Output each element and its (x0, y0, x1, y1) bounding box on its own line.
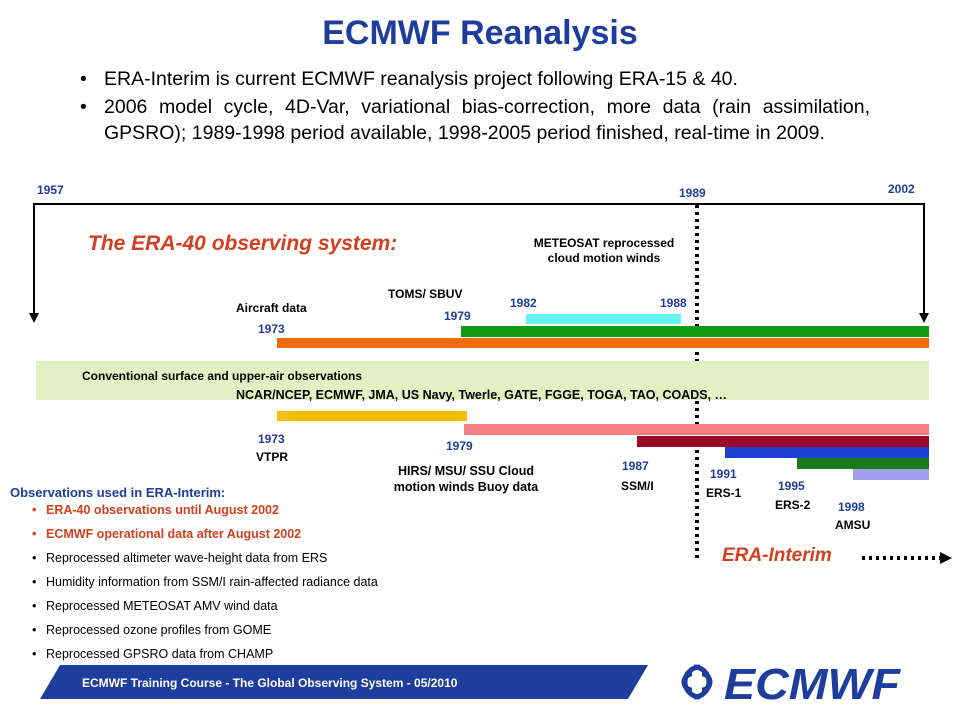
vtpr-start-year: 1973 (258, 432, 285, 446)
timeline-bracket-line (34, 204, 924, 318)
list-item: • Reprocessed ozone profiles from GOME (32, 622, 378, 646)
meteosat-bar (526, 314, 681, 324)
footer-text: ECMWF Training Course - The Global Observing System - 05/2010 (82, 676, 458, 690)
toms-start-year: 1979 (444, 309, 471, 323)
hirs-start-year: 1979 (446, 439, 473, 453)
vtpr-bar (277, 411, 467, 421)
obs-heading: Observations used in ERA-Interim: (10, 485, 226, 500)
ers1-start-year: 1991 (710, 467, 737, 481)
vtpr-label: VTPR (256, 450, 289, 464)
ssmi-start-year: 1987 (622, 459, 649, 473)
list-item: • ECMWF operational data after August 2002 (32, 526, 378, 550)
end-year: 2002 (888, 182, 915, 196)
marker-year: 1989 (679, 186, 706, 200)
ecmwf-logo-text: ECMWF (724, 660, 902, 704)
hirs-label: HIRS/ MSU/ SSU Cloud motion winds Buoy data (393, 464, 539, 494)
ers1-bar (725, 447, 929, 458)
ers2-bar (797, 458, 929, 469)
ers1-label: ERS-1 (706, 486, 742, 500)
aircraft-start-year: 1973 (258, 322, 285, 336)
list-item: • Reprocessed altimeter wave-height data from ERS (32, 550, 378, 574)
amsu-start-year: 1998 (838, 500, 865, 514)
amsu-label: AMSU (835, 518, 871, 532)
list-item: • Reprocessed GPSRO data from CHAMP (32, 646, 378, 670)
era-interim-label: ERA-Interim (722, 545, 832, 566)
conventional-label: Conventional surface and upper-air observations (82, 369, 363, 383)
start-year: 1957 (37, 183, 64, 197)
toms-label: TOMS/ SBUV (388, 287, 463, 301)
list-item: • Humidity information from SSM/I rain-affected radiance data (32, 574, 378, 598)
ssmi-label: SSM/I (621, 479, 654, 493)
bullet-item: • ERA-Interim is current ECMWF reanalysis project following ERA-15 & 40. (80, 66, 870, 92)
list-item: • Reprocessed METEOSAT AMV wind data (32, 598, 378, 622)
era40-heading: The ERA-40 observing system: (88, 232, 398, 255)
hirs-bar (464, 424, 929, 435)
aircraft-bar (277, 338, 929, 348)
ssmi-bar (637, 436, 929, 447)
ers2-start-year: 1995 (778, 479, 805, 493)
list-item: • ERA-40 observations until August 2002 (32, 502, 378, 526)
aircraft-label: Aircraft data (236, 301, 307, 315)
meteosat-label: METEOSAT reprocessed cloud motion winds (533, 236, 675, 265)
meteosat-end-year: 1988 (660, 296, 687, 310)
conventional-sources: NCAR/NCEP, ECMWF, JMA, US Navy, Twerle, GATE, FGGE, TOGA, TAO, COADS, … (236, 388, 728, 402)
meteosat-start-year: 1982 (510, 296, 537, 310)
toms-bar (461, 326, 929, 337)
ecmwf-logo (672, 660, 902, 704)
bullet-item: • 2006 model cycle, 4D-Var, variational bias-correction, more data (rain assimilation, GPSRO); 1989-1998 period available, 1998-2005 period finished, real-time in 2009. (80, 94, 870, 146)
amsu-bar (853, 469, 929, 480)
ecmwf-logo-mark (684, 667, 710, 697)
era-interim-arrowhead (940, 552, 952, 564)
page-title: ECMWF Reanalysis (322, 14, 638, 52)
ers2-label: ERS-2 (775, 498, 811, 512)
obs-list (32, 502, 378, 670)
